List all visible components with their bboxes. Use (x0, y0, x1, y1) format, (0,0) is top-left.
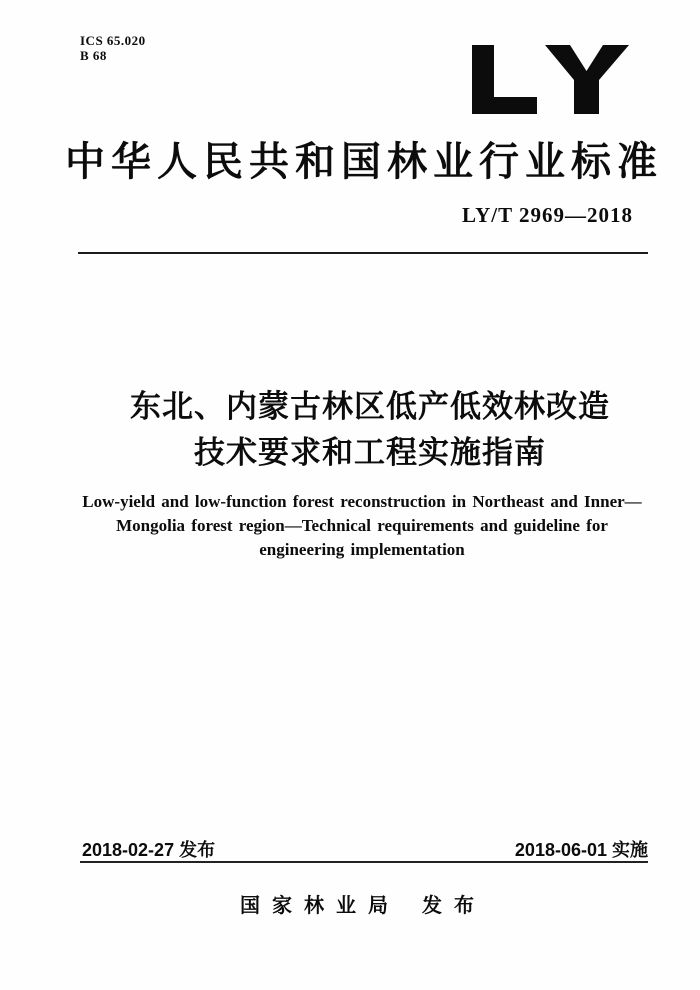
ics-code: ICS 65.020 (80, 33, 146, 48)
standard-title-zh-line2: 技术要求和工程实施指南 (194, 435, 546, 470)
standard-title-en (24, 490, 700, 562)
ly-logo (472, 45, 629, 114)
standard-category-heading: 中华人民共和国林业行业标准 (65, 140, 663, 184)
publish-verb: 发布 (422, 895, 486, 917)
standard-title-en-line1: Low-yield and low-function forest reconstruction in Northeast and Inner— (82, 492, 642, 511)
standard-number: LY/T 2969—2018 (462, 203, 633, 227)
header-divider-rule (78, 252, 648, 254)
ics-classification-block (80, 33, 146, 63)
date-row (0, 840, 700, 860)
standard-title-en-line2: Mongolia forest region—Technical requirements and guideline for (116, 516, 608, 535)
footer-divider-rule (80, 861, 648, 863)
standard-title-zh (40, 384, 700, 476)
publisher-row (13, 894, 700, 918)
issue-date: 2018-02-27 发布 (82, 840, 216, 860)
ly-logo-glyphs (472, 45, 629, 114)
standard-title-zh-line1: 东北、内蒙古林区低产低效林改造 (130, 389, 610, 424)
publisher-name: 国家林业局 (240, 895, 400, 917)
implementation-date: 2018-06-01 实施 (514, 840, 648, 860)
china-class-code: B 68 (80, 48, 107, 63)
standard-title-en-line3: engineering implementation (259, 540, 465, 559)
